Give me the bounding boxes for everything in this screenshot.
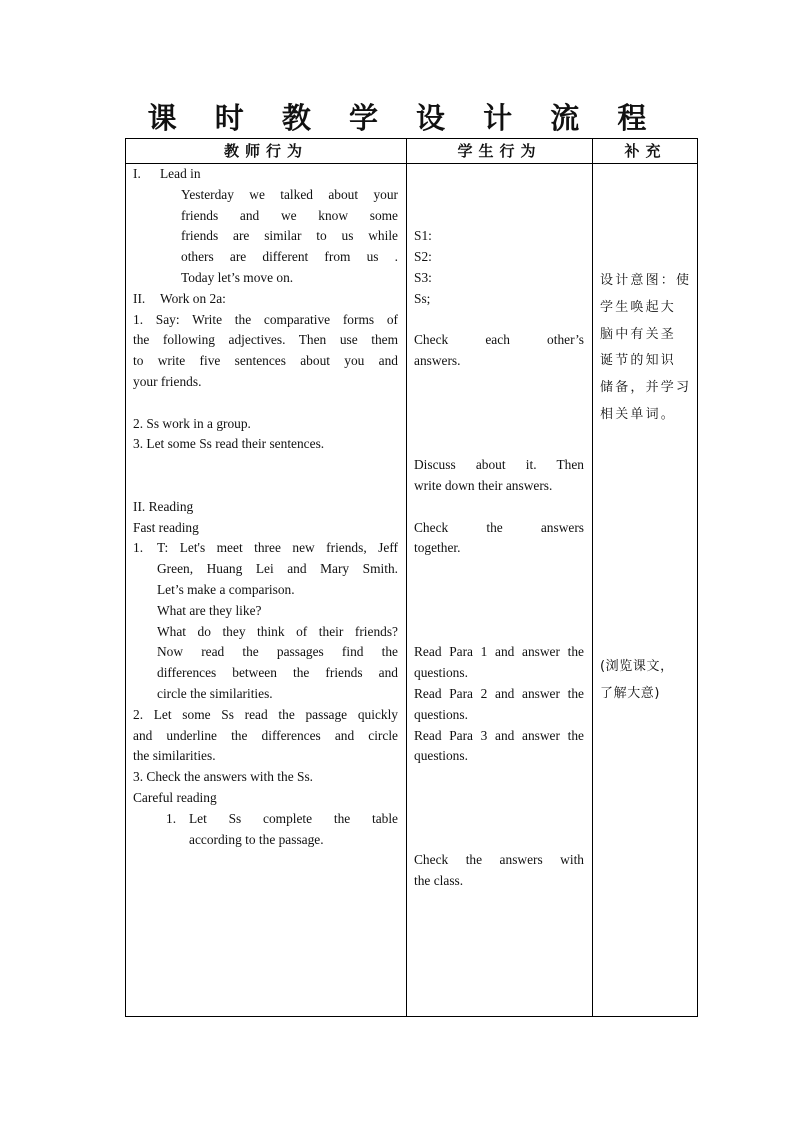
text-line: differences between the friends and	[157, 665, 398, 681]
text-line: the similarities.	[133, 748, 216, 764]
text-line: friends and we know some	[181, 207, 398, 223]
header-supplement: 补充	[624, 142, 667, 160]
section-lead-in	[133, 164, 398, 185]
design-intent-note	[600, 268, 691, 429]
page-title: 课 时 教 学 设 计 流 程	[147, 101, 661, 135]
speaker-label: Ss;	[414, 290, 431, 306]
column-divider	[592, 139, 593, 1016]
text-line: according to the passage.	[189, 831, 324, 847]
text-line: the following adjectives. Then use them	[133, 332, 398, 348]
text-line: Read Para 3 and answer the	[414, 727, 584, 743]
text-line: Let Ss complete the table	[189, 810, 398, 826]
lesson-plan-table	[125, 138, 698, 1017]
text-line: Check the answers	[414, 519, 584, 535]
text-line: Read Para 1 and answer the	[414, 644, 584, 660]
text-line: others are different from us .	[181, 249, 398, 265]
text-line: write down their answers.	[414, 477, 553, 493]
note-line: 学生唤起大	[600, 299, 677, 315]
section-reading: II. Reading	[133, 498, 194, 514]
text-line: Discuss about it. Then	[414, 457, 584, 473]
text-line: to write five sentences about you and	[133, 353, 398, 369]
column-divider	[406, 139, 407, 1016]
text-line: circle the similarities.	[157, 685, 273, 701]
text-line: Check the answers with	[414, 852, 584, 868]
header-teacher: 教师行为	[223, 142, 308, 160]
note-line: 脑中有关圣	[600, 326, 677, 342]
header-student: 学生行为	[457, 142, 542, 160]
careful-reading-item-1	[133, 809, 398, 851]
text-line: friends are similar to us while	[181, 228, 398, 244]
text-line: your friends.	[133, 373, 202, 389]
section-number: I.	[133, 166, 141, 181]
text-line: 3. Check the answers with the Ss.	[133, 769, 314, 785]
text-line: questions.	[414, 706, 468, 722]
text-line: 1. Say: Write the comparative forms of	[133, 311, 398, 327]
note-line: 了解大意)	[600, 685, 661, 701]
item-number: 1.	[133, 540, 144, 556]
text-line: 2. Ss work in a group.	[133, 415, 251, 431]
supplement-column	[600, 164, 696, 1016]
text-line: 3. Let some Ss read their sentences.	[133, 436, 325, 452]
lead-in-paragraph	[181, 185, 398, 289]
text-line: Read Para 2 and answer the	[414, 685, 584, 701]
text-line: the class.	[414, 873, 464, 889]
section-number: II.	[133, 290, 146, 306]
text-line: and underline the differences and circle	[133, 727, 398, 743]
section-work-on-2a	[133, 289, 398, 310]
note-line: (浏览课文，	[600, 659, 674, 674]
text-line: Green, Huang Lei and Mary Smith.	[157, 561, 398, 577]
text-line: questions.	[414, 665, 468, 681]
subheading-careful-reading: Careful reading	[133, 789, 217, 805]
text-line: Today let’s move on.	[181, 269, 294, 285]
text-line: Check each other’s	[414, 332, 584, 348]
text-line: together.	[414, 540, 461, 556]
section-title: Work on 2a:	[160, 290, 226, 306]
subheading-fast-reading: Fast reading	[133, 519, 199, 535]
text-line: questions.	[414, 748, 468, 764]
student-column	[414, 164, 584, 1016]
teacher-column	[133, 164, 398, 1016]
text-line: 2. Let some Ss read the passage quickly	[133, 706, 398, 722]
speaker-label: S3:	[414, 269, 432, 285]
note-line: 诞节的知识	[600, 353, 677, 369]
text-line: What are they like?	[157, 602, 262, 618]
speaker-label: S1:	[414, 228, 432, 244]
text-line: T: Let's meet three new friends, Jeff	[157, 540, 398, 556]
section-title: Lead in	[160, 166, 201, 181]
item-number: 1.	[166, 810, 177, 826]
text-line: Yesterday we talked about your	[181, 186, 398, 202]
fast-reading-item-1	[133, 538, 398, 704]
text-line: Let’s make a comparison.	[157, 581, 295, 597]
note-line: 相关单词。	[600, 406, 677, 422]
text-line: answers.	[414, 353, 461, 369]
skim-note	[600, 654, 674, 708]
text-line: What do they think of their friends?	[157, 623, 398, 639]
note-line: 储备，并学习	[600, 380, 692, 396]
speaker-label: S2:	[414, 249, 432, 265]
text-line: Now read the passages find the	[157, 644, 398, 660]
note-line: 设计意图：使	[600, 273, 692, 288]
